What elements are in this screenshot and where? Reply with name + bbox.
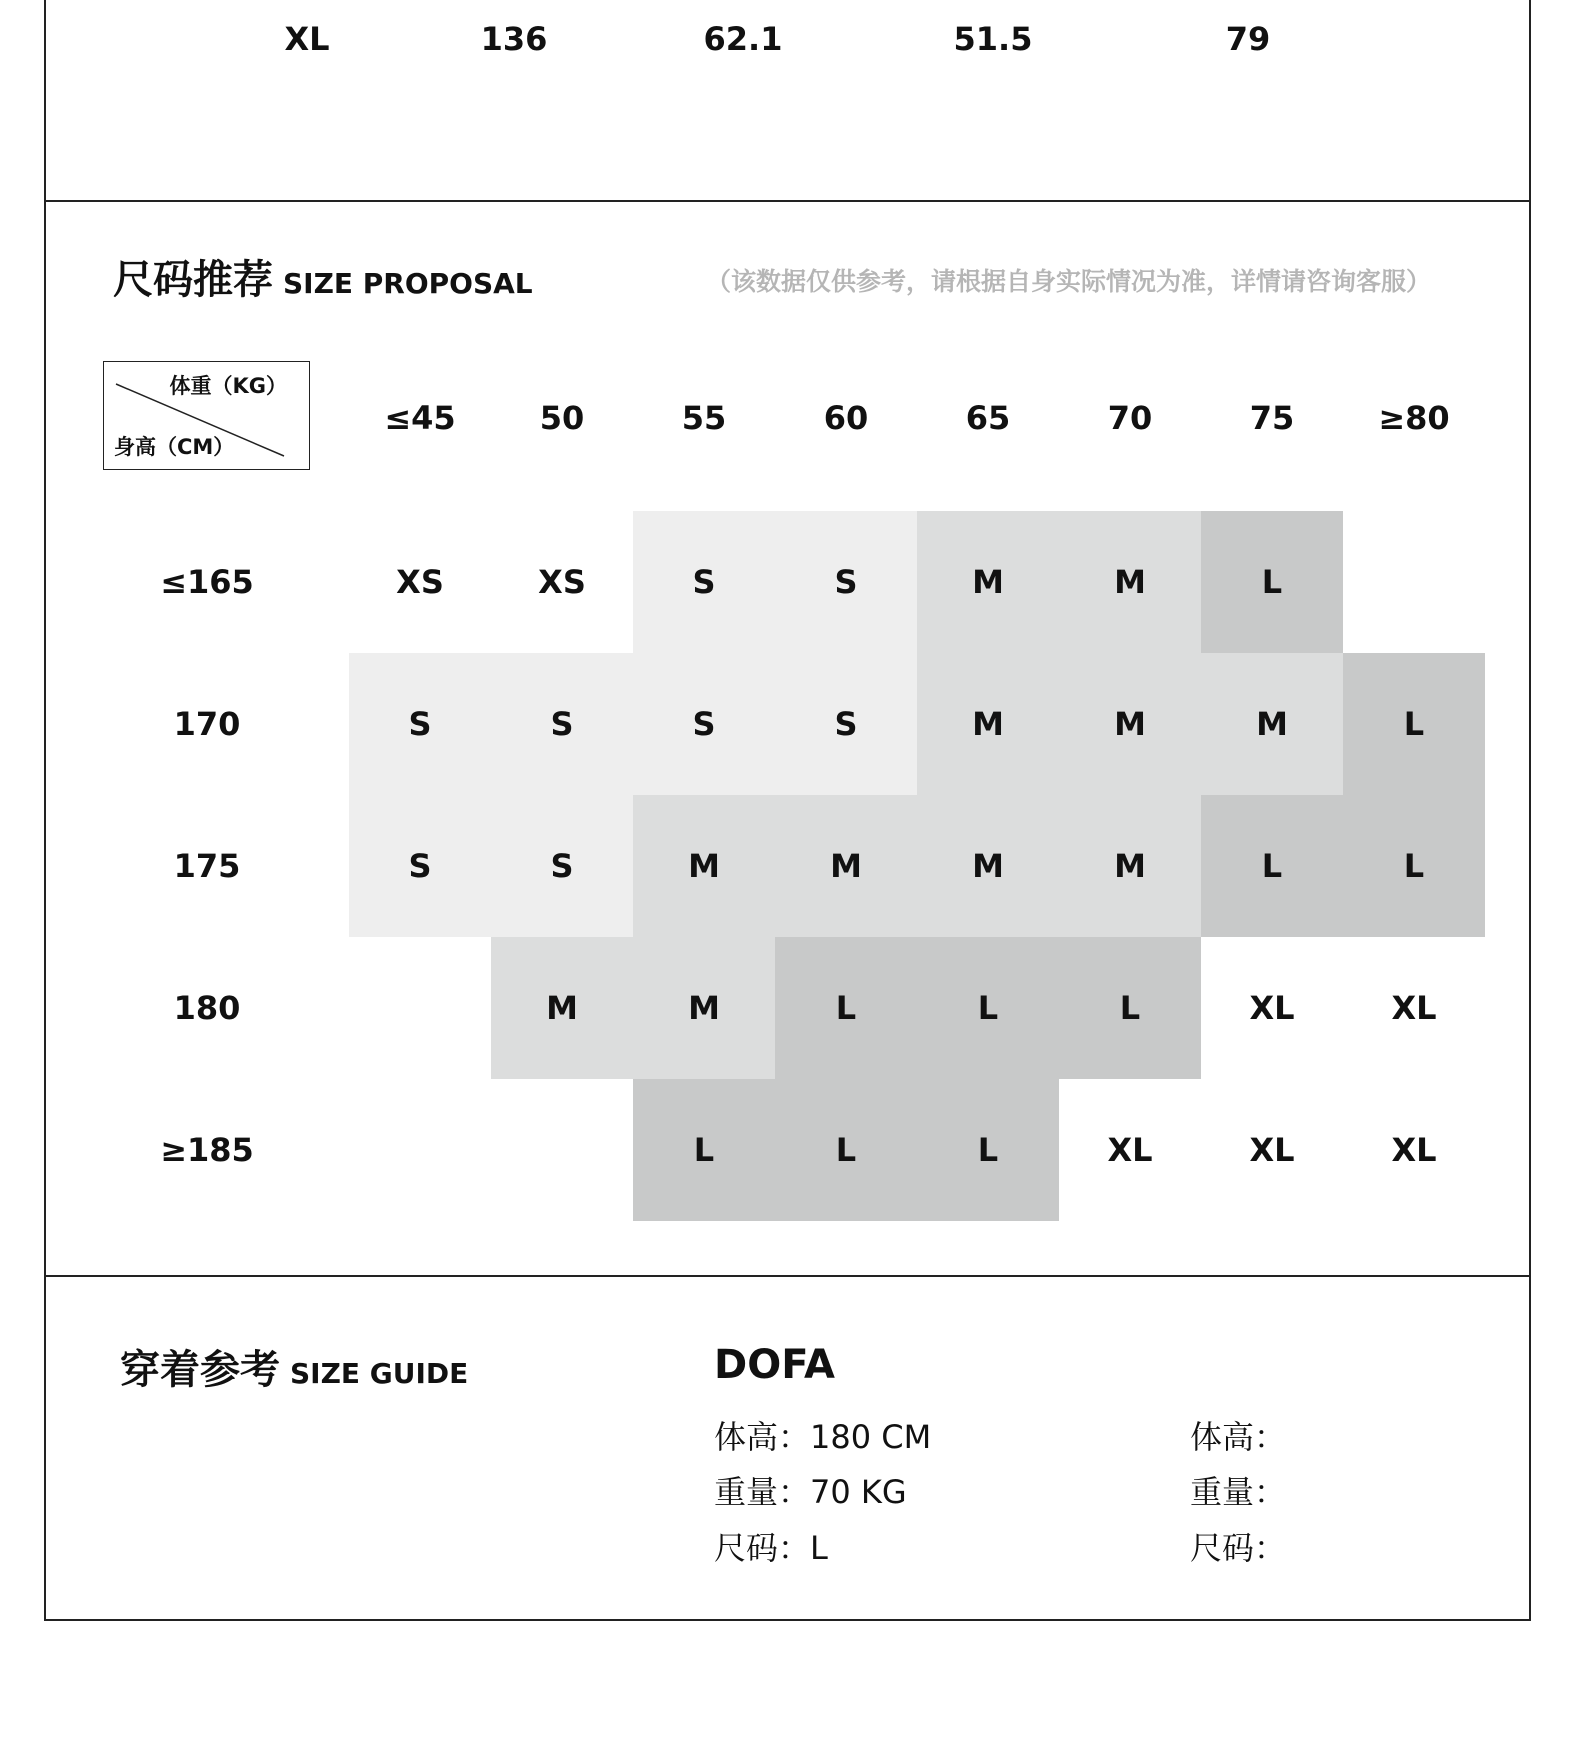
size-cell-label: XS	[538, 563, 586, 601]
size-guide-title-zh: 穿着参考	[120, 1347, 280, 1393]
size-cell-label: M	[972, 847, 1004, 885]
model1-weight: 重量：70 KG	[714, 1473, 907, 1511]
divider-top	[44, 200, 1531, 202]
size-cell-label: S	[834, 563, 858, 601]
weight-header: ≥80	[1378, 399, 1450, 437]
height-header: ≤165	[160, 563, 254, 601]
size-cell-label: XL	[1391, 989, 1437, 1027]
size-cell	[1343, 511, 1485, 653]
size-cell	[349, 937, 491, 1079]
weight-header: 70	[1107, 399, 1153, 437]
brand-name: DOFA	[714, 1342, 835, 1388]
size-cell-label: M	[546, 989, 578, 1027]
size-cell-label: M	[972, 705, 1004, 743]
measurement-value: 136	[480, 20, 548, 58]
model2-weight: 重量：	[1190, 1473, 1287, 1511]
height-header: 170	[173, 705, 241, 743]
measurement-size: XL	[284, 20, 330, 58]
model2-size: 尺码：	[1190, 1529, 1287, 1567]
height-header: 180	[173, 989, 241, 1027]
size-cell-label: S	[692, 705, 716, 743]
size-cell-label: XL	[1391, 1131, 1437, 1169]
height-header: ≥185	[160, 1131, 254, 1169]
size-proposal-title	[113, 248, 533, 305]
size-cell-label: S	[550, 847, 574, 885]
size-cell-label: XL	[1249, 1131, 1295, 1169]
size-cell-label: M	[688, 989, 720, 1027]
size-cell-label: L	[693, 1131, 715, 1169]
size-cell-label: L	[1403, 847, 1425, 885]
size-guide-title	[120, 1338, 468, 1395]
size-cell-label: L	[977, 1131, 999, 1169]
measurement-value: 62.1	[703, 20, 783, 58]
size-cell-label: M	[1114, 705, 1146, 743]
size-cell-label: XL	[1107, 1131, 1153, 1169]
weight-axis-label: 体重（KG）	[169, 374, 287, 398]
size-cell-label: L	[1403, 705, 1425, 743]
model1-size: 尺码：L	[714, 1529, 828, 1567]
size-cell-label: M	[830, 847, 862, 885]
size-cell-label: M	[688, 847, 720, 885]
size-cell-label: M	[1256, 705, 1288, 743]
size-cell-label: L	[835, 989, 857, 1027]
size-cell-label: S	[408, 705, 432, 743]
model2-height: 体高：	[1190, 1418, 1287, 1456]
size-cell-label: L	[1261, 563, 1283, 601]
size-cell-label: S	[834, 705, 858, 743]
weight-header: 75	[1249, 399, 1295, 437]
height-header: 175	[173, 847, 241, 885]
size-cell	[349, 1079, 491, 1221]
weight-header: 60	[823, 399, 869, 437]
size-proposal-title-en: SIZE PROPOSAL	[283, 267, 533, 300]
measurement-value: 79	[1225, 20, 1271, 58]
size-cell-label: S	[692, 563, 716, 601]
size-cell-label: S	[408, 847, 432, 885]
size-cell-label: XS	[396, 563, 444, 601]
table-corner-header	[103, 361, 310, 470]
weight-header: 55	[681, 399, 727, 437]
size-cell-label: L	[1261, 847, 1283, 885]
size-cell	[491, 1079, 633, 1221]
size-cell-label: M	[972, 563, 1004, 601]
size-cell-label: M	[1114, 847, 1146, 885]
size-cell-label: L	[835, 1131, 857, 1169]
size-guide-title-en: SIZE GUIDE	[290, 1357, 469, 1390]
size-cell-label: M	[1114, 563, 1146, 601]
weight-header: 65	[965, 399, 1011, 437]
size-cell-label: L	[977, 989, 999, 1027]
divider-bottom	[44, 1275, 1531, 1277]
weight-header: 50	[539, 399, 585, 437]
model1-height: 体高：180 CM	[714, 1418, 932, 1456]
measurement-value: 51.5	[953, 20, 1033, 58]
weight-header: ≤45	[384, 399, 456, 437]
size-proposal-note: （该数据仅供参考，请根据自身实际情况为准，详情请咨询客服）	[706, 267, 1432, 296]
size-proposal-title-zh: 尺码推荐	[113, 257, 273, 303]
height-axis-label: 身高（CM）	[114, 435, 235, 459]
size-cell-label: S	[550, 705, 574, 743]
size-cell-label: XL	[1249, 989, 1295, 1027]
size-cell-label: L	[1119, 989, 1141, 1027]
